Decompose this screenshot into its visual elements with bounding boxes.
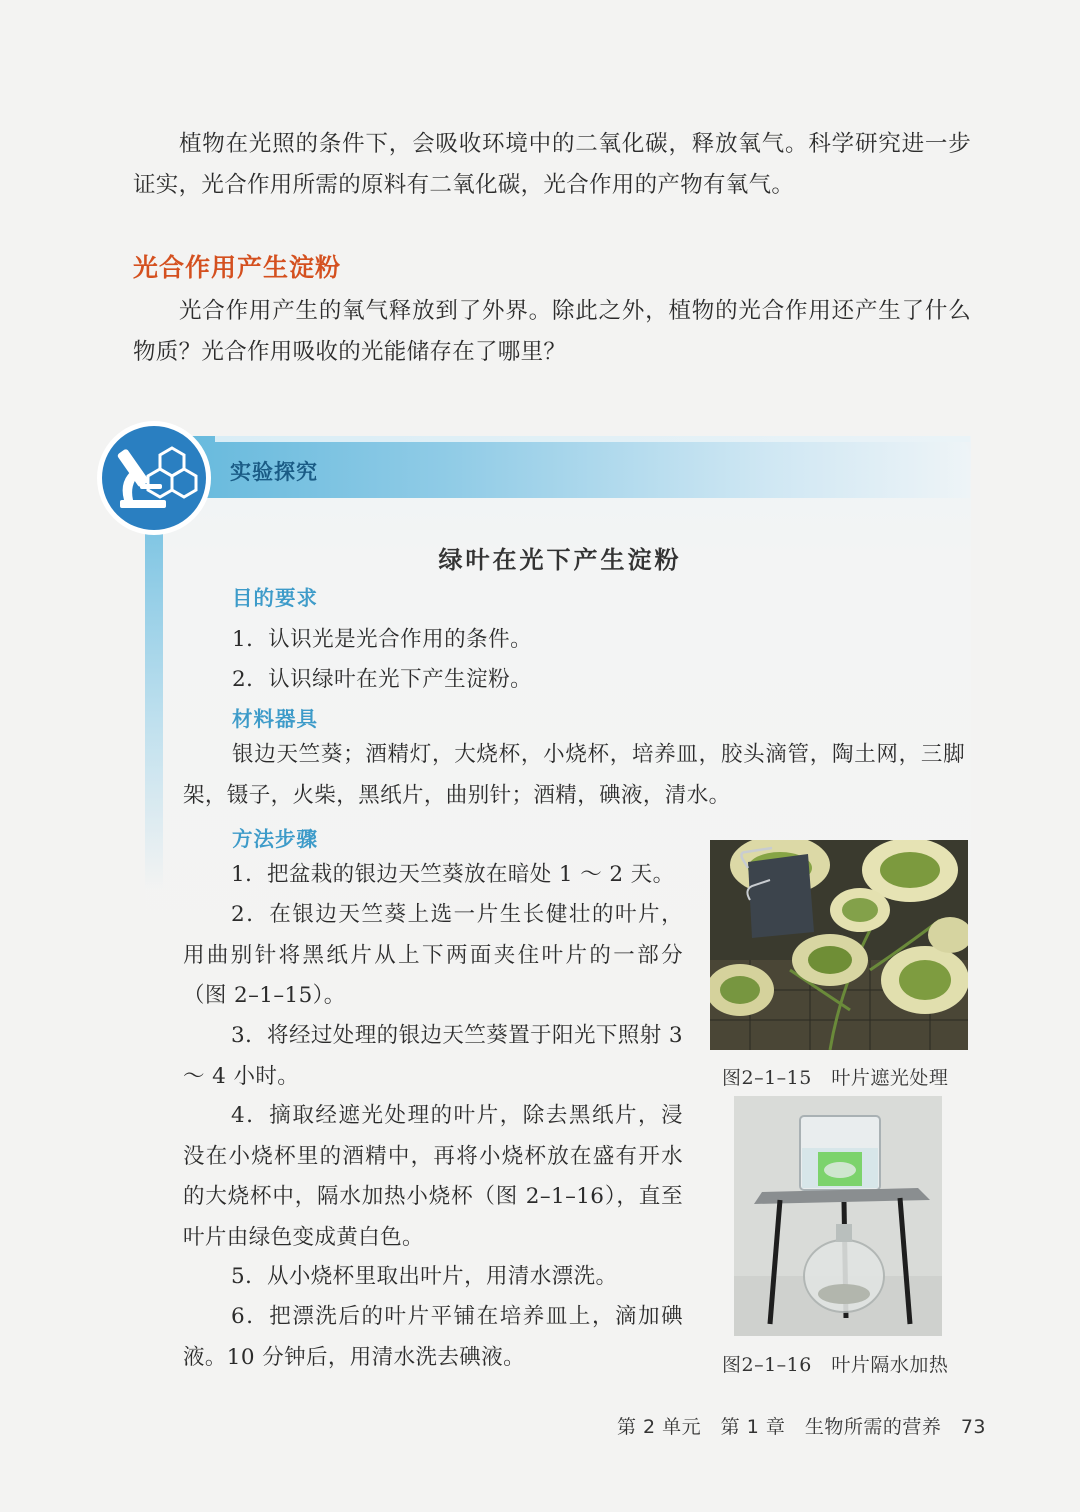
experiment-title: 绿叶在光下产生淀粉 — [438, 545, 682, 574]
experiment-box-label: 实验探究 — [230, 460, 318, 484]
step-item: 2．在银边天竺葵上选一片生长健壮的叶片，用曲别针将黑纸片从上下两面夹住叶片的一部分（图 2–1–15）。 — [183, 902, 683, 1008]
steps-heading: 方法步骤 — [232, 827, 318, 851]
page-footer: 第 2 单元 第 1 章 生物所需的营养 73 — [616, 1416, 986, 1438]
microscope-icon — [94, 418, 214, 538]
goal-item: 2．认识绿叶在光下产生淀粉。 — [232, 667, 533, 692]
intro-paragraph: 植物在光照的条件下，会吸收环境中的二氧化碳，释放氧气。科学研究进一步证实，光合作用所需的原料有二氧化碳，光合作用的产物有氧气。 — [133, 131, 971, 198]
section-heading: 光合作用产生淀粉 — [133, 253, 342, 282]
step-item: 1．把盆栽的银边天竺葵放在暗处 1 ～ 2 天。 — [231, 862, 675, 887]
geranium-leaf-photo — [710, 840, 968, 1050]
figure-caption: 图2–1–15 叶片遮光处理 — [722, 1067, 949, 1089]
step-item: 6．把漂洗后的叶片平铺在培养皿上，滴加碘液。10 分钟后，用清水洗去碘液。 — [183, 1304, 683, 1370]
figure-caption: 图2–1–16 叶片隔水加热 — [722, 1354, 949, 1376]
step-item: 3．将经过处理的银边天竺葵置于阳光下照射 3 ～ 4 小时。 — [183, 1023, 683, 1089]
experiment-top-line — [215, 436, 970, 442]
step-item: 4．摘取经遮光处理的叶片，除去黑纸片，浸没在小烧杯里的酒精中，再将小烧杯放在盛有开水的大烧杯中，隔水加热小烧杯（图 2–1–16），直至叶片由绿色变成黄白色。 — [183, 1103, 683, 1250]
materials-paragraph: 银边天竺葵；酒精灯，大烧杯，小烧杯，培养皿，胶头滴管，陶土网，三脚架，镊子，火柴，黑纸片，曲别针；酒精，碘液，清水。 — [183, 742, 965, 808]
goal-item: 1．认识光是光合作用的条件。 — [232, 627, 533, 652]
beaker-heating-photo — [734, 1096, 942, 1336]
step-item: 5．从小烧杯里取出叶片，用清水漂洗。 — [231, 1264, 618, 1289]
section-paragraph: 光合作用产生的氧气释放到了外界。除此之外，植物的光合作用还产生了什么物质？光合作用吸收的光能储存在了哪里？ — [133, 298, 971, 365]
materials-heading: 材料器具 — [232, 707, 318, 731]
goals-heading: 目的要求 — [232, 586, 318, 610]
